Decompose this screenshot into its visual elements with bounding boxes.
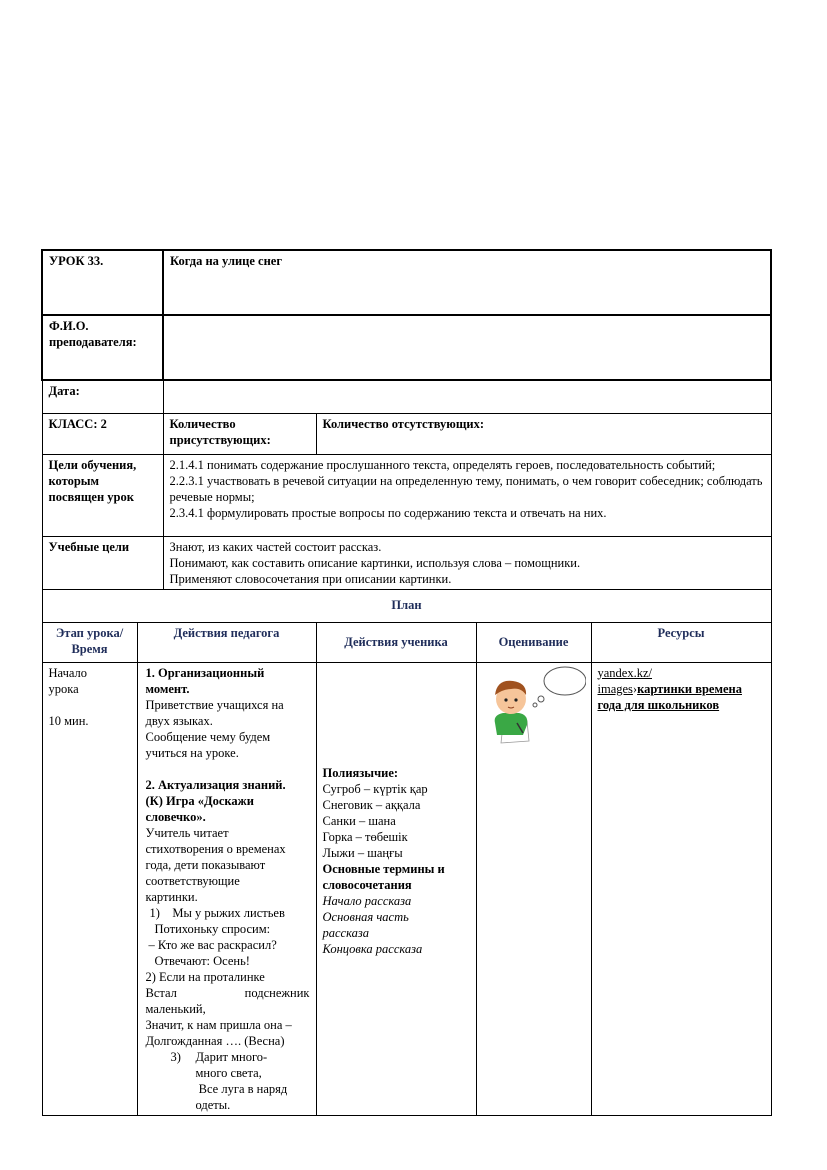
goals-list: [163, 454, 771, 536]
goal-item: 2.2.3.1 участвовать в речевой ситуации на определенную тему, понимать, о чем говорит собеседник; соблюдать речевые нормы;: [169, 473, 763, 504]
thinking-boy-illustration: [481, 665, 586, 745]
stage-time: 10 мин.: [48, 713, 89, 728]
resource-link-title[interactable]: картинки времена: [637, 681, 742, 696]
vocab-item: Сугроб – күртік қар: [322, 781, 428, 796]
thought-dot: [533, 703, 537, 707]
stage-cell: Начало урока 10 мин.: [42, 662, 137, 1115]
resource-link-images[interactable]: images: [597, 681, 633, 696]
learning-goals-label: Учебные цели: [42, 536, 163, 589]
date-label: Дата:: [42, 380, 163, 413]
learning-goal-item: Знают, из каких частей состоит рассказ.: [169, 539, 382, 554]
date-value: [163, 380, 771, 413]
teacher-value: [163, 315, 771, 380]
resource-link-domain[interactable]: yandex.kz/: [597, 665, 652, 680]
class-label: КЛАСС: 2: [42, 413, 163, 454]
plan-title-row: [42, 589, 771, 622]
absent-count-label: Количество отсутствующих:: [316, 413, 771, 454]
plan-title: План: [42, 589, 771, 622]
vocab-item: Горка – төбешік: [322, 829, 408, 844]
lesson-row: [42, 250, 771, 315]
boy-eye: [514, 698, 517, 701]
teacher-actions-cell: 1. Организационный момент. Приветствие учащихся на двух языках. Сообщение чему будем учиться на уроке. 2. Актуализация знаний. (К) Игра «Доскажи словечко». Учитель читает стихотворения о временах года, дети показывают соответствующие картинки. 1) Мы у рыжих листьев Потихоньку спросим: – Кто же вас раскрасил? Отвечают: Осень! 2) Если на проталинке Встал подснежник маленький, Значит, к нам пришла она – Долгожданная …. (Весна) 3) Дарит много- много света, Все луга в наряд одеты.: [137, 662, 316, 1115]
learning-goal-item: Применяют словосочетания при описании картинки.: [169, 571, 452, 586]
goals-label: Цели обучения, которым посвящен урок: [42, 454, 163, 536]
resource-link-title-cont[interactable]: года для школьников: [597, 697, 720, 712]
lesson-label: УРОК 33.: [42, 250, 163, 315]
goal-item: 2.1.4.1 понимать содержание прослушанного текста, определять героев, последовательность событий;: [169, 457, 716, 472]
vocab-item: Снеговик – аққала: [322, 797, 421, 812]
header-assessment: Оценивание: [476, 622, 591, 662]
boy-eye: [504, 698, 507, 701]
assessment-cell: [476, 662, 591, 1115]
learning-goal-item: Понимают, как составить описание картинки, используя слова – помощники.: [169, 555, 581, 570]
plan-header-row: [42, 622, 771, 662]
thought-bubble: [544, 667, 586, 695]
breadcrumb-separator: ›: [632, 681, 638, 696]
header-teacher-actions: Действия педагога: [137, 622, 316, 662]
lesson-plan-table: [41, 249, 772, 1116]
vocab-item: Лыжи – шаңғы: [322, 845, 403, 860]
teacher-label: Ф.И.О. преподавателя:: [42, 315, 163, 380]
resources-cell: [591, 662, 771, 1115]
goals-row: [42, 454, 771, 536]
plan-content-row: [42, 662, 771, 1115]
polylingual-heading: Полиязычие:: [322, 765, 399, 780]
learning-goals-row: [42, 536, 771, 589]
thought-dot: [538, 696, 544, 702]
goal-item: 2.3.4.1 формулировать простые вопросы по содержанию текста и отвечать на них.: [169, 505, 607, 520]
lesson-title: Когда на улице снег: [163, 250, 771, 315]
header-stage: Этап урока/ Время: [42, 622, 137, 662]
student-actions-cell: Полиязычие: Сугроб – күртік қар Снеговик – аққала Санки – шана Горка – төбешік Лыжи – шаңғы Основные термины и словосочетания Начало рассказа Основная часть рассказа Концовка рассказа: [316, 662, 476, 1115]
vocab-item: Санки – шана: [322, 813, 396, 828]
date-row: [42, 380, 771, 413]
teacher-row: [42, 315, 771, 380]
present-count-label: Количество присутствующих:: [163, 413, 316, 454]
class-row: [42, 413, 771, 454]
header-student-actions: Действия ученика: [316, 622, 476, 662]
learning-goals-list: [163, 536, 771, 589]
header-resources: Ресурсы: [591, 622, 771, 662]
